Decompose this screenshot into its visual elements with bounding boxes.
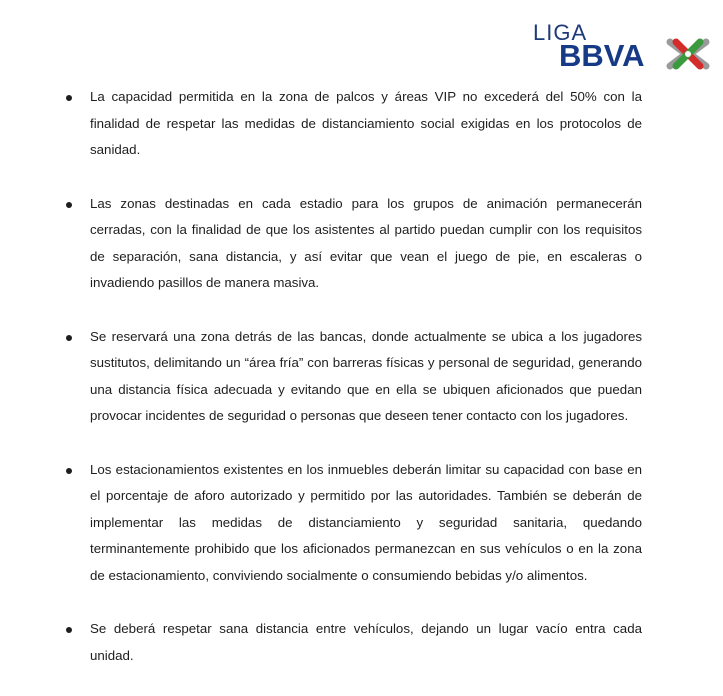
- list-item-text: Se deberá respetar sana distancia entre vehículos, dejando un lugar vacío entra cada unidad.: [90, 621, 642, 663]
- bullet-dot-icon: [66, 335, 72, 341]
- bullet-dot-icon: [66, 627, 72, 633]
- list-item: [62, 191, 642, 297]
- bullet-dot-icon: [66, 468, 72, 474]
- document-body: [62, 84, 642, 696]
- list-item: [62, 324, 642, 430]
- bullet-dot-icon: [66, 95, 72, 101]
- list-item-text: Las zonas destinadas en cada estadio para los grupos de animación permanecerán cerradas, con la finalidad de que los asistentes al partido puedan cumplir con los requisitos de separación, sana distancia, y así evitar que vean el juego de pie, en escaleras o invadiendo pasillos de manera masiva.: [90, 195, 642, 290]
- list-item: [62, 84, 642, 164]
- logo-text-liga: LIGA: [533, 20, 588, 45]
- list-item-text: Se reservará una zona detrás de las bancas, donde actualmente se ubica a los jugadores sustitutos, delimitando un “área fría” con barreras físicas y personal de seguridad, generando una distancia física adecuada y evitando que en ella se ubiquen aficionados que puedan provocar incidentes de seguridad o personas que deseen tener contacto con los jugadores.: [90, 328, 642, 423]
- logo-text-bbva: BBVA: [559, 38, 645, 73]
- bullet-list: [62, 84, 642, 669]
- liga-bbva-logo: [533, 20, 713, 72]
- list-item-text: Los estacionamientos existentes en los inmuebles deberán limitar su capacidad con base en el porcentaje de aforo autorizado y permitido por las autoridades. También se deberán de implementar las medidas de distanciamiento y seguridad sanitaria, quedando terminantemente prohibido que los aficionados permanezcan en sus vehículos o en la zona de estacionamiento, conviviendo socialmente o consumiendo bebidas y/o alimentos.: [90, 461, 642, 583]
- bullet-dot-icon: [66, 202, 72, 208]
- liga-mx-x-logo-icon: [664, 36, 712, 72]
- list-item: [62, 457, 642, 590]
- list-item-text: La capacidad permitida en la zona de palcos y áreas VIP no excederá del 50% con la finalidad de respetar las medidas de distanciamiento social exigidas en los protocolos de sanidad.: [90, 89, 642, 157]
- list-item: [62, 616, 642, 669]
